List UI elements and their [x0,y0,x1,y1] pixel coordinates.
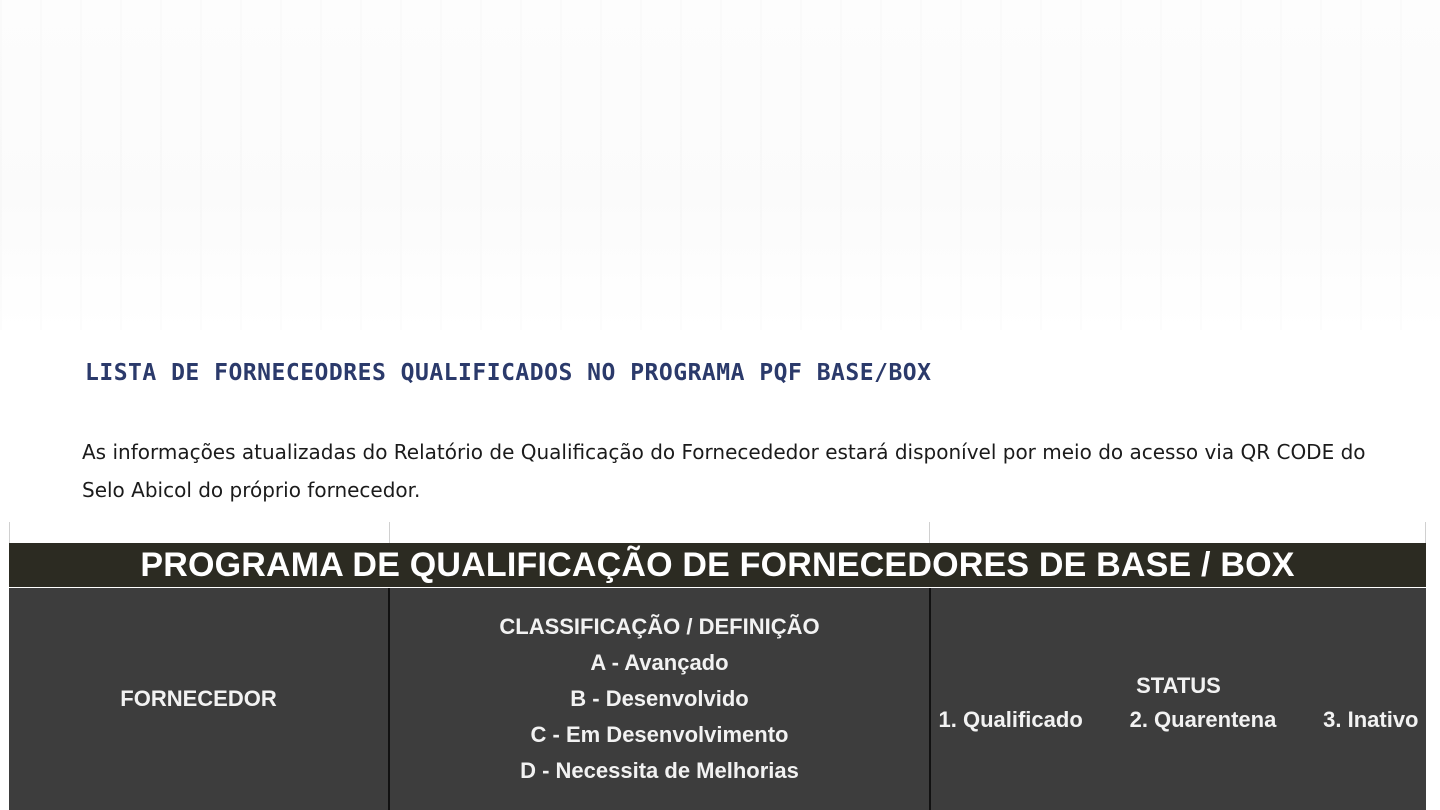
status-title: STATUS [1136,673,1221,698]
intro-paragraph: As informações atualizadas do Relatório de Qualificação do Fornecededor estará disponível por meio do acesso via QR CODE do Selo Abicol do próprio fornecedor. [82,440,1366,502]
header-fornecedor [9,588,388,810]
grid-line [929,522,930,544]
status-item: 3. Inativo [1323,707,1419,732]
grid-line [389,522,390,544]
grid-line [1425,522,1426,544]
grid-line [9,522,10,544]
classificacao-item: A - Avançado [590,650,729,675]
page-heading: LISTA DE FORNECEODRES QUALIFICADOS NO PROGRAMA PQF BASE/BOX [85,360,932,386]
status-options [939,707,1419,733]
classificacao-title: CLASSIFICAÇÃO / DEFINIÇÃO [499,614,820,639]
header-classificacao [390,588,929,810]
classificacao-item: C - Em Desenvolvimento [530,722,789,747]
table-title: PROGRAMA DE QUALIFICAÇÃO DE FORNECEDORES DE BASE / BOX [9,543,1426,587]
classificacao-item: D - Necessita de Melhorias [520,758,799,783]
header-status [931,588,1426,810]
classificacao-item: B - Desenvolvido [570,686,749,711]
header-fornecedor-label: FORNECEDOR [120,686,277,711]
background-image-area [0,0,1440,330]
status-item: 2. Quarentena [1129,707,1277,732]
status-item: 1. Qualificado [938,707,1083,732]
